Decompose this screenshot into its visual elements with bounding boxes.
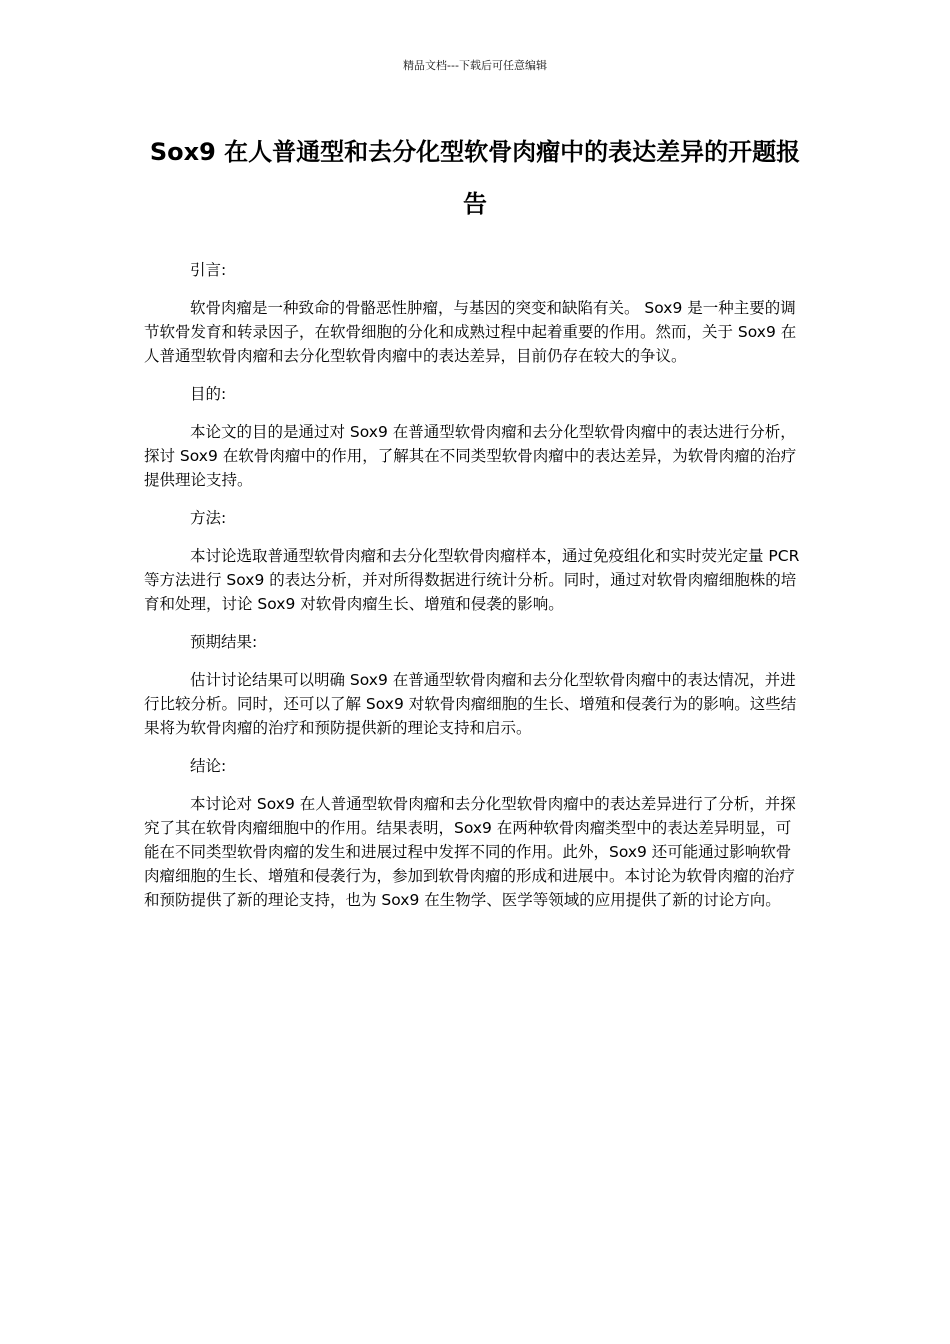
section-label-purpose: 目的:	[190, 385, 227, 403]
section-body-introduction: 软骨肉瘤是一种致命的骨骼恶性肿瘤，与基因的突变和缺陷有关。 Sox9 是一种主要的调节软骨发育和转录因子，在软骨细胞的分化和成熟过程中起着重要的作用。然而，关于 Sox9 在人普通型软骨肉瘤和去分化型软骨肉瘤中的表达差异，目前仍存在较大的争议。	[144, 299, 797, 365]
section-body-methods: 本讨论选取普通型软骨肉瘤和去分化型软骨肉瘤样本，通过免疫组化和实时荧光定量 PCR 等方法进行 Sox9 的表达分析，并对所得数据进行统计分析。同时，通过对软骨肉瘤细胞株的培育和处理，讨论 Sox9 对软骨肉瘤生长、增殖和侵袭的影响。	[144, 547, 800, 613]
page-header: 精品文档---下载后可任意编辑	[403, 59, 547, 72]
section-label-methods: 方法:	[190, 509, 227, 527]
section-label-conclusion: 结论:	[190, 757, 227, 775]
section-body-purpose: 本论文的目的是通过对 Sox9 在普通型软骨肉瘤和去分化型软骨肉瘤中的表达进行分析，探讨 Sox9 在软骨肉瘤中的作用，了解其在不同类型软骨肉瘤中的表达差异，为软骨肉瘤的治疗提供理论支持。	[144, 423, 797, 489]
document-title: Sox9 在人普通型和去分化型软骨肉瘤中的表达差异的开题报告	[149, 138, 801, 218]
section-label-expected-results: 预期结果:	[190, 633, 258, 651]
section-body-expected-results: 估计讨论结果可以明确 Sox9 在普通型软骨肉瘤和去分化型软骨肉瘤中的表达情况，并进行比较分析。同时，还可以了解 Sox9 对软骨肉瘤细胞的生长、增殖和侵袭行为的影响。这些结果将为软骨肉瘤的治疗和预防提供新的理论支持和启示。	[144, 671, 797, 737]
document-body	[144, 258, 806, 926]
section-body-conclusion: 本讨论对 Sox9 在人普通型软骨肉瘤和去分化型软骨肉瘤中的表达差异进行了分析，并探究了其在软骨肉瘤细胞中的作用。结果表明，Sox9 在两种软骨肉瘤类型中的表达差异明显，可能在不同类型软骨肉瘤的发生和进展过程中发挥不同的作用。此外，Sox9 还可能通过影响软骨肉瘤细胞的生长、增殖和侵袭行为，参加到软骨肉瘤的形成和进展中。本讨论为软骨肉瘤的治疗和预防提供了新的理论支持，也为 Sox9 在生物学、医学等领域的应用提供了新的讨论方向。	[144, 795, 796, 909]
section-label-introduction: 引言:	[190, 261, 227, 279]
